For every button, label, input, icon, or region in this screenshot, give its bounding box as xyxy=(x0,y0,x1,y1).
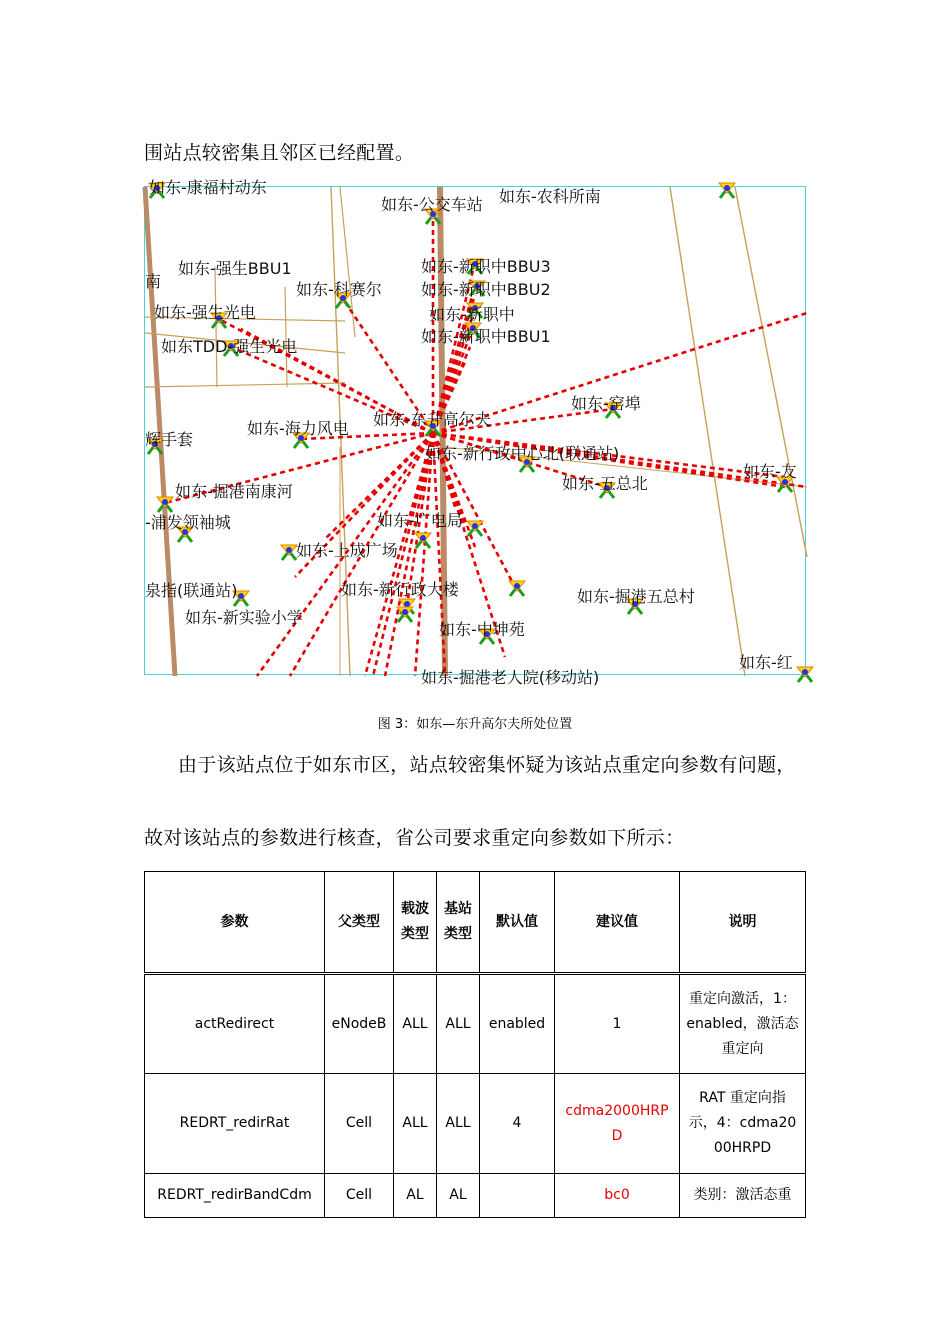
table-cell: Cell xyxy=(325,1174,394,1218)
table-cell: ALL xyxy=(437,1074,480,1174)
table-row xyxy=(145,1174,806,1218)
table-cell: 4 xyxy=(480,1074,555,1174)
map-label: 如东-窑埠 xyxy=(571,394,641,413)
map-label: 如东-五总北 xyxy=(562,474,648,493)
map-label: 如东-康福村动东 xyxy=(149,178,267,197)
map-label: 如东-红 xyxy=(739,653,793,672)
map-label: 如东-新实验小学 xyxy=(185,608,303,627)
figure-caption: 图 3：如东—东升高尔夫所处位置 xyxy=(377,717,573,732)
table-cell: bc0 xyxy=(555,1174,680,1218)
table-cell: 类别：激活态重 xyxy=(680,1174,806,1218)
intro-text: 围站点较密集且邻区已经配置。 xyxy=(144,142,415,164)
table-cell: REDRT_redirBandCdm xyxy=(145,1174,325,1218)
map-label: 如东-上成广场 xyxy=(296,541,398,560)
header-cell: 基站类型 xyxy=(437,872,480,974)
antenna-icon xyxy=(281,545,297,560)
table-cell: RAT 重定向指示，4：cdma2000HRPD xyxy=(680,1074,806,1174)
table-cell: AL xyxy=(437,1174,480,1218)
table-cell: actRedirect xyxy=(145,974,325,1074)
table-cell: 1 xyxy=(555,974,680,1074)
table-cell xyxy=(480,1174,555,1218)
header-cell: 说明 xyxy=(680,872,806,974)
site-labels xyxy=(145,178,797,687)
table-cell: AL xyxy=(394,1174,437,1218)
map-label: 如东-掘港老人院(移动站) xyxy=(421,668,600,687)
map-label: 如东-友 xyxy=(743,462,797,481)
map-label: 如东-新职中BBU1 xyxy=(421,327,551,346)
map-label: 如东-掘港南康河 xyxy=(175,482,293,501)
map-label: 如东-新行政大楼 xyxy=(341,580,459,599)
parameter-table xyxy=(144,871,806,1218)
map-label: 如东-公交车站 xyxy=(381,195,483,214)
map-label: 如东TDD-强生光电 xyxy=(161,337,298,356)
table-cell: eNodeB xyxy=(325,974,394,1074)
header-cell: 默认值 xyxy=(480,872,555,974)
antenna-icon xyxy=(509,581,525,596)
table-cell: 重定向激活，1：enabled，激活态重定向 xyxy=(680,974,806,1074)
map-label: 如东-强生光电 xyxy=(154,303,256,322)
map-label: 如东-海力风电 xyxy=(247,419,349,438)
map-label: 辉手套 xyxy=(145,430,194,449)
map-label: 如东-农科所南 xyxy=(499,187,601,206)
table-cell: REDRT_redirRat xyxy=(145,1074,325,1174)
antenna-icon xyxy=(397,607,413,622)
table-cell: cdma2000HRPD xyxy=(555,1074,680,1174)
map-label: 如东-掘港五总村 xyxy=(577,587,695,606)
map-label: 如东-科赛尔 xyxy=(296,280,382,299)
antenna-icon xyxy=(797,667,813,682)
paragraph-1: 由于该站点位于如东市区，站点较密集怀疑为该站点重定向参数有问题， xyxy=(178,754,796,776)
map-label: 南 xyxy=(145,272,162,291)
antenna-icon xyxy=(719,183,735,198)
header-cell: 建议值 xyxy=(555,872,680,974)
map-label: 如东-中坤苑 xyxy=(439,620,525,639)
table-cell: ALL xyxy=(437,974,480,1074)
map-label: -浦发领袖城 xyxy=(145,513,231,532)
table-header-row xyxy=(145,872,806,974)
site-map xyxy=(144,178,806,687)
table-cell: ALL xyxy=(394,1074,437,1174)
header-cell: 父类型 xyxy=(325,872,394,974)
map-label: 如东-东升高尔夫 xyxy=(373,410,491,429)
table-row xyxy=(145,1074,806,1174)
map-label: 如东-新职中BBU2 xyxy=(421,280,551,299)
map-label: 如东-广电局 xyxy=(377,511,463,530)
map-label: 如东-新行政中心北(联通站) xyxy=(425,444,620,463)
header-cell: 参数 xyxy=(145,872,325,974)
header-cell: 载波类型 xyxy=(394,872,437,974)
table-cell: Cell xyxy=(325,1074,394,1174)
paragraph-2: 故对该站点的参数进行核查，省公司要求重定向参数如下所示： xyxy=(144,827,685,849)
table-cell: ALL xyxy=(394,974,437,1074)
map-label: 如东-新职中 xyxy=(429,305,515,324)
table-cell: enabled xyxy=(480,974,555,1074)
table-row xyxy=(145,974,806,1074)
map-label: 如东-新职中BBU3 xyxy=(421,257,551,276)
map-label: 如东-强生BBU1 xyxy=(178,259,292,278)
map-label: 泉指(联通站) xyxy=(145,581,238,600)
